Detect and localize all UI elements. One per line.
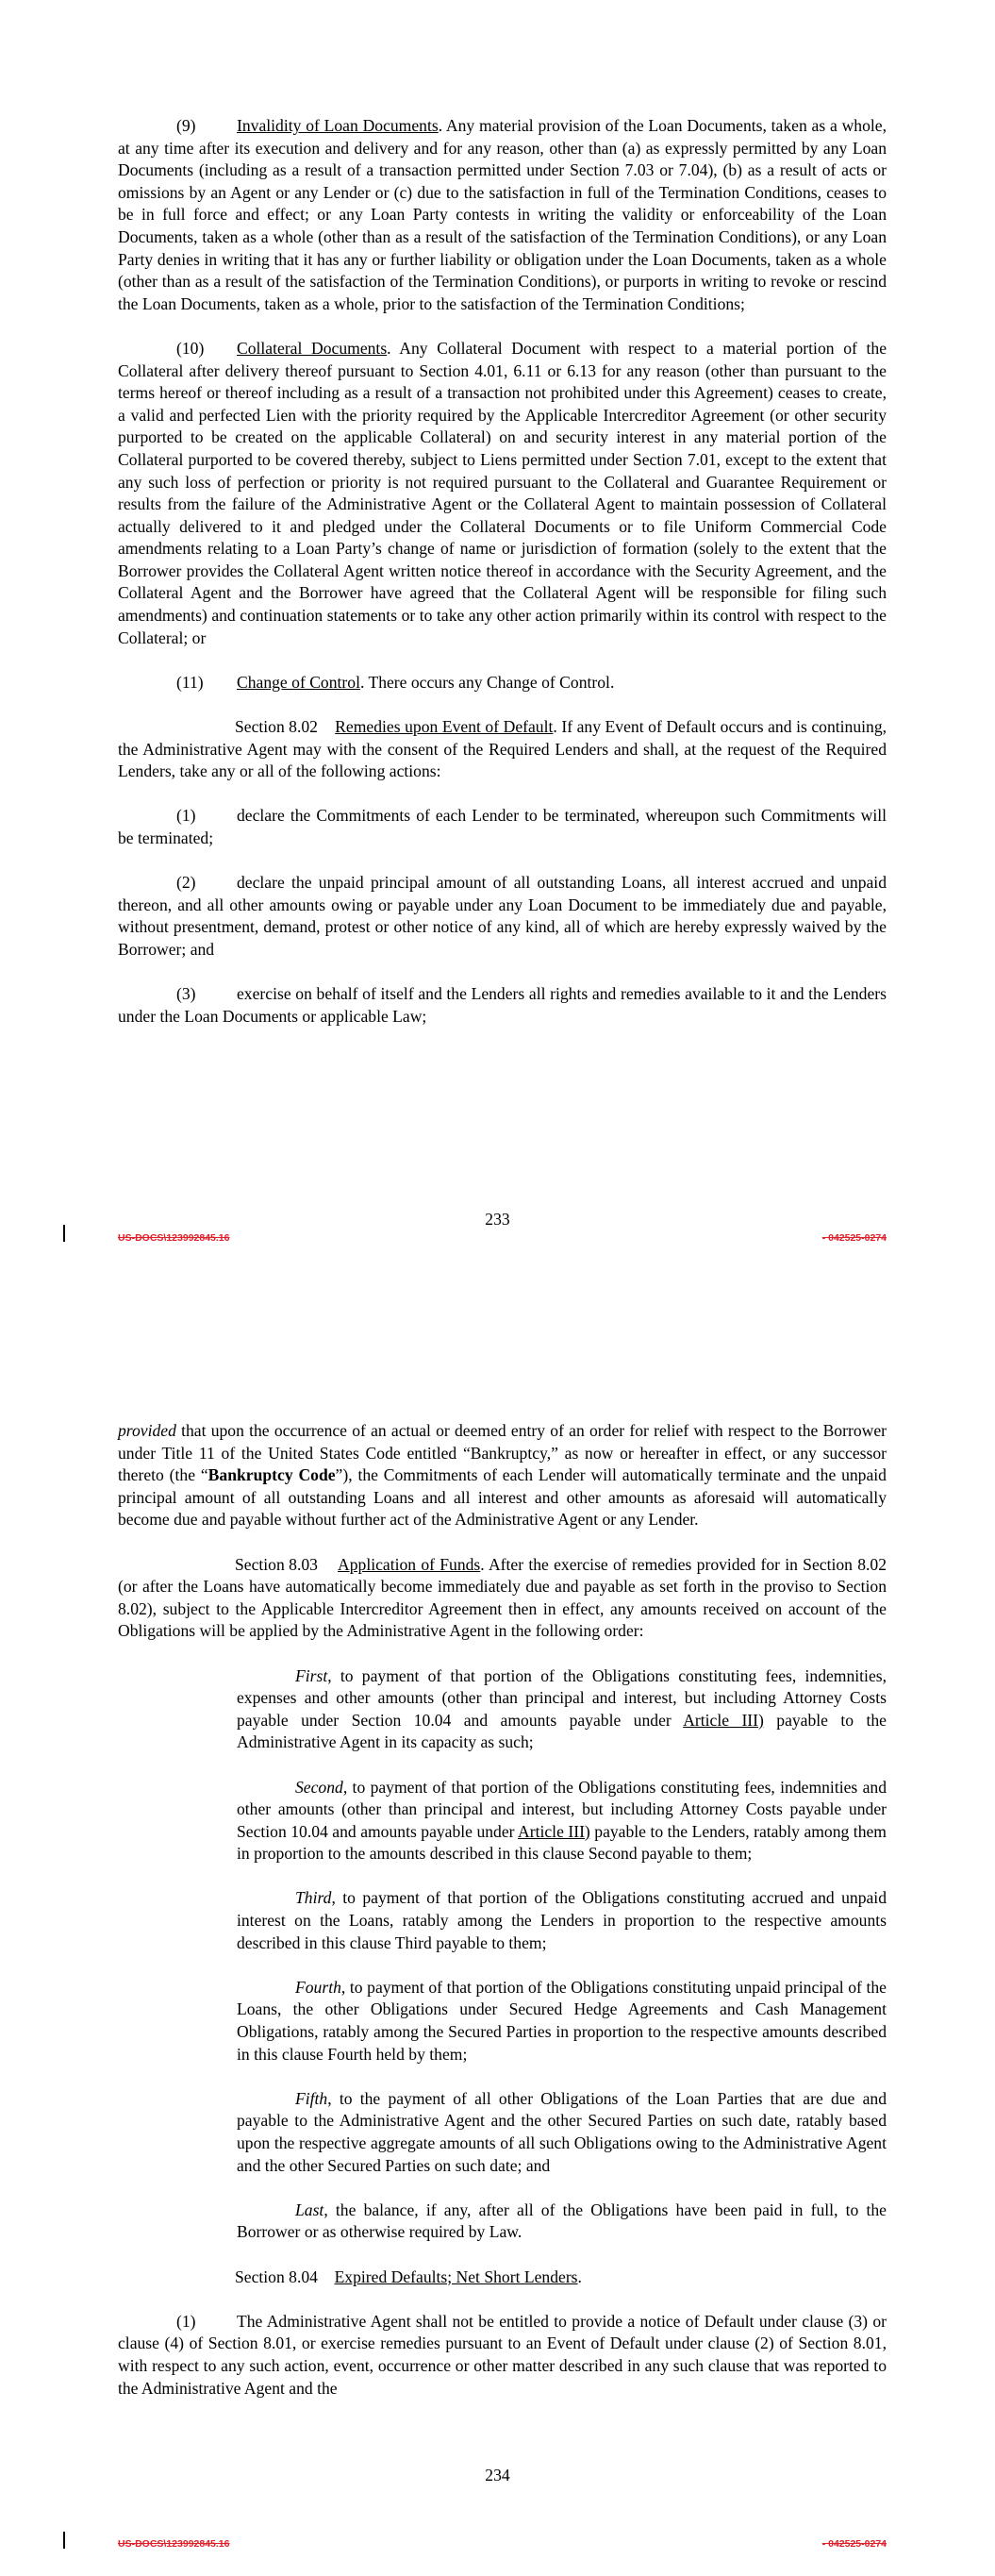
waterfall-third: Third, to payment of that portion of the Obligations constituting accrued and unpaid interest on the Loans, ratably among the Lenders in proportion to the respective amounts described in this clause Third payable to them;: [237, 1888, 887, 1952]
waterfall-second: Second, to payment of that portion of the Obligations constituting fees, indemnities and other amounts (other than principal and interest, but including Attorney Costs payable under Section 10.04 and amounts payable under Article III) payable to the Lenders, ratably among them in proportion to the amounts described in this clause Second payable to them;: [237, 1777, 887, 1864]
article-iii-link: Article III): [518, 1821, 590, 1841]
section-8-02-heading: Remedies upon Event of Default: [335, 717, 554, 737]
section-8-03: Section 8.03 Application of Funds. After the exercise of remedies provided for in Section 8.02 (or after the Loans have automatically become immediately due and payable as set forth in the proviso to Section 8.02), subject to the Applicable Intercreditor Agreement then in effect, any amounts received on account of the Obligations will be applied by the Administrative Agent in the following order:: [118, 1554, 887, 1641]
doc-id-right: - 042525-0274: [821, 2538, 887, 2550]
page-number: 233: [485, 1210, 510, 1229]
expired-default-1: (1) The Administrative Agent shall not be entitled to provide a notice of Default under clause (3) or clause (4) of Section 8.01, or exercise remedies pursuant to an Event of Default under clause (2) of Section 8.01, with respect to any such action, event, occurrence or other matter described in any such clause that was reported to the Administrative Agent and the: [118, 2311, 887, 2398]
change-bar: [63, 2532, 65, 2549]
clause-11-change-of-control: (11) Change of Control. There occurs any Change of Control.: [176, 672, 615, 692]
defined-term: Bankruptcy Code: [207, 1465, 336, 1485]
remedy-2: (2) declare the unpaid principal amount of all outstanding Loans, all interest accrued and unpaid thereon, and all other amounts owing or payable under any Loan Document to be immediately due and payable, without presentment, demand, protest or other notice of any kind, all of which are hereby expressly waived by the Borrower; and: [118, 873, 887, 959]
waterfall-fifth: Fifth, to the payment of all other Obligations of the Loan Parties that are due and payable to the Administrative Agent and the other Secured Parties on such date, ratably based upon the respective aggregate amounts of all such Obligations owing to the Administrative Agent and the other Secured Parties on such date; and: [237, 2088, 887, 2175]
waterfall-first: First, to payment of that portion of the Obligations constituting fees, indemnities, expenses and other amounts (other than principal and interest, but including Attorney Costs payable under Section 10.04 and amounts payable under Article III) payable to the Administrative Agent in its capacity as such;: [237, 1665, 887, 1752]
clause-9-invalidity: (9) Invalidity of Loan Documents. Any material provision of the Loan Documents, taken as a whole, at any time after its execution and delivery and for any reason, other than (a) as expressly permitted by any Loan Documents (including as a result of a transaction permitted under Section 7.03 or 7.04), (b) as a result of acts or omissions by an Agent or any Lender or (c) due to the satisfaction in full of the Termination Conditions, ceases to be in full force and effect; or any Loan Party contests in writing the validity or enforceability of the Loan Documents, taken as a whole (other than as a result of the satisfaction of the Termination Conditions), or any Loan Party denies in writing that it has any or further liability or obligation under the Loan Documents, taken as a whole (other than as a result of the satisfaction of the Termination Conditions), or purports in writing to revoke or rescind the Loan Documents, taken as a whole, prior to the satisfaction of the Termination Conditions;: [118, 116, 887, 313]
page-234-body: [118, 1420, 887, 2422]
clause-11-heading: Change of Control: [237, 672, 360, 692]
bankruptcy-proviso: provided that upon the occurrence of an actual or deemed entry of an order for relief with respect to the Borrower under Title 11 of the United States Code entitled “Bankruptcy,” as now or hereafter in effect, or any successor thereto (the “Bankruptcy Code”), the Commitments of each Lender will automatically terminate and the unpaid principal amount of all outstanding Loans and all interest and other amounts as aforesaid will automatically become due and payable without further act of the Administrative Agent or any Lender.: [118, 1421, 887, 1530]
page-233-body: [118, 115, 887, 1050]
remedy-1: (1) declare the Commitments of each Lender to be terminated, whereupon such Commitments will be terminated;: [118, 806, 887, 847]
doc-id-right: - 042525-0274: [821, 1232, 887, 1244]
section-8-04: Section 8.04 Expired Defaults; Net Short Lenders.: [235, 2267, 582, 2286]
section-8-04-heading: Expired Defaults; Net Short Lenders: [334, 2267, 578, 2286]
clause-10-collateral: (10) Collateral Documents. Any Collateral Document with respect to a material portion of the Collateral after delivery thereof pursuant to Section 4.01, 6.11 or 6.13 for any reason (other than pursuant to the terms hereof or thereof including as a result of a transaction not prohibited under this Agreement) ceases to create, a valid and perfected Lien with the priority required by the Applicable Intercreditor Agreement (or other security purported to be created on the applicable Collateral) on and security interest in any material portion of the Collateral purported to be covered thereby, subject to Liens permitted under Section 7.01, except to the extent that any such loss of perfection or priority is not required pursuant to the Collateral and Guarantee Requirement or results from the failure of the Administrative Agent or the Collateral Agent to maintain possession of Collateral actually delivered to it and pledged under the Collateral Documents or to file Uniform Commercial Code amendments relating to a Loan Party’s change of name or jurisdiction of formation (solely to the extent that the Borrower provides the Collateral Agent written notice thereof in accordance with the Security Agreement, and the Collateral Agent and the Borrower have agreed that the Collateral Agent will be responsible for filing such amendments) and continuation statements or to take any other action primarily within its control with respect to the Collateral; or: [118, 338, 887, 647]
section-8-02: Section 8.02 Remedies upon Event of Default. If any Event of Default occurs and is continuing, the Administrative Agent may with the consent of the Required Lenders and shall, at the request of the Required Lenders, take any or all of the following actions:: [118, 717, 887, 781]
clause-10-heading: Collateral Documents: [237, 338, 388, 358]
page-number: 234: [485, 2466, 510, 2484]
clause-9-heading: Invalidity of Loan Documents: [237, 116, 439, 135]
change-bar: [63, 1225, 65, 1242]
waterfall-last: Last, the balance, if any, after all of the Obligations have been paid in full, to the Borrower or as otherwise required by Law.: [237, 2200, 887, 2242]
doc-id-left: US-DOCS\123992845.16: [118, 1232, 230, 1244]
article-iii-link: Article III): [683, 1710, 764, 1730]
doc-id-left: US-DOCS\123992845.16: [118, 2538, 230, 2550]
remedy-3: (3) exercise on behalf of itself and the Lenders all rights and remedies available to it and the Lenders under the Loan Documents or applicable Law;: [118, 984, 887, 1026]
waterfall-fourth: Fourth, to payment of that portion of the Obligations constituting unpaid principal of the Loans, the other Obligations under Secured Hedge Agreements and Cash Management Obligations, ratably among the Secured Parties in proportion to the respective amounts described in this clause Fourth held by them;: [237, 1977, 887, 2064]
section-8-03-heading: Application of Funds: [338, 1554, 481, 1574]
